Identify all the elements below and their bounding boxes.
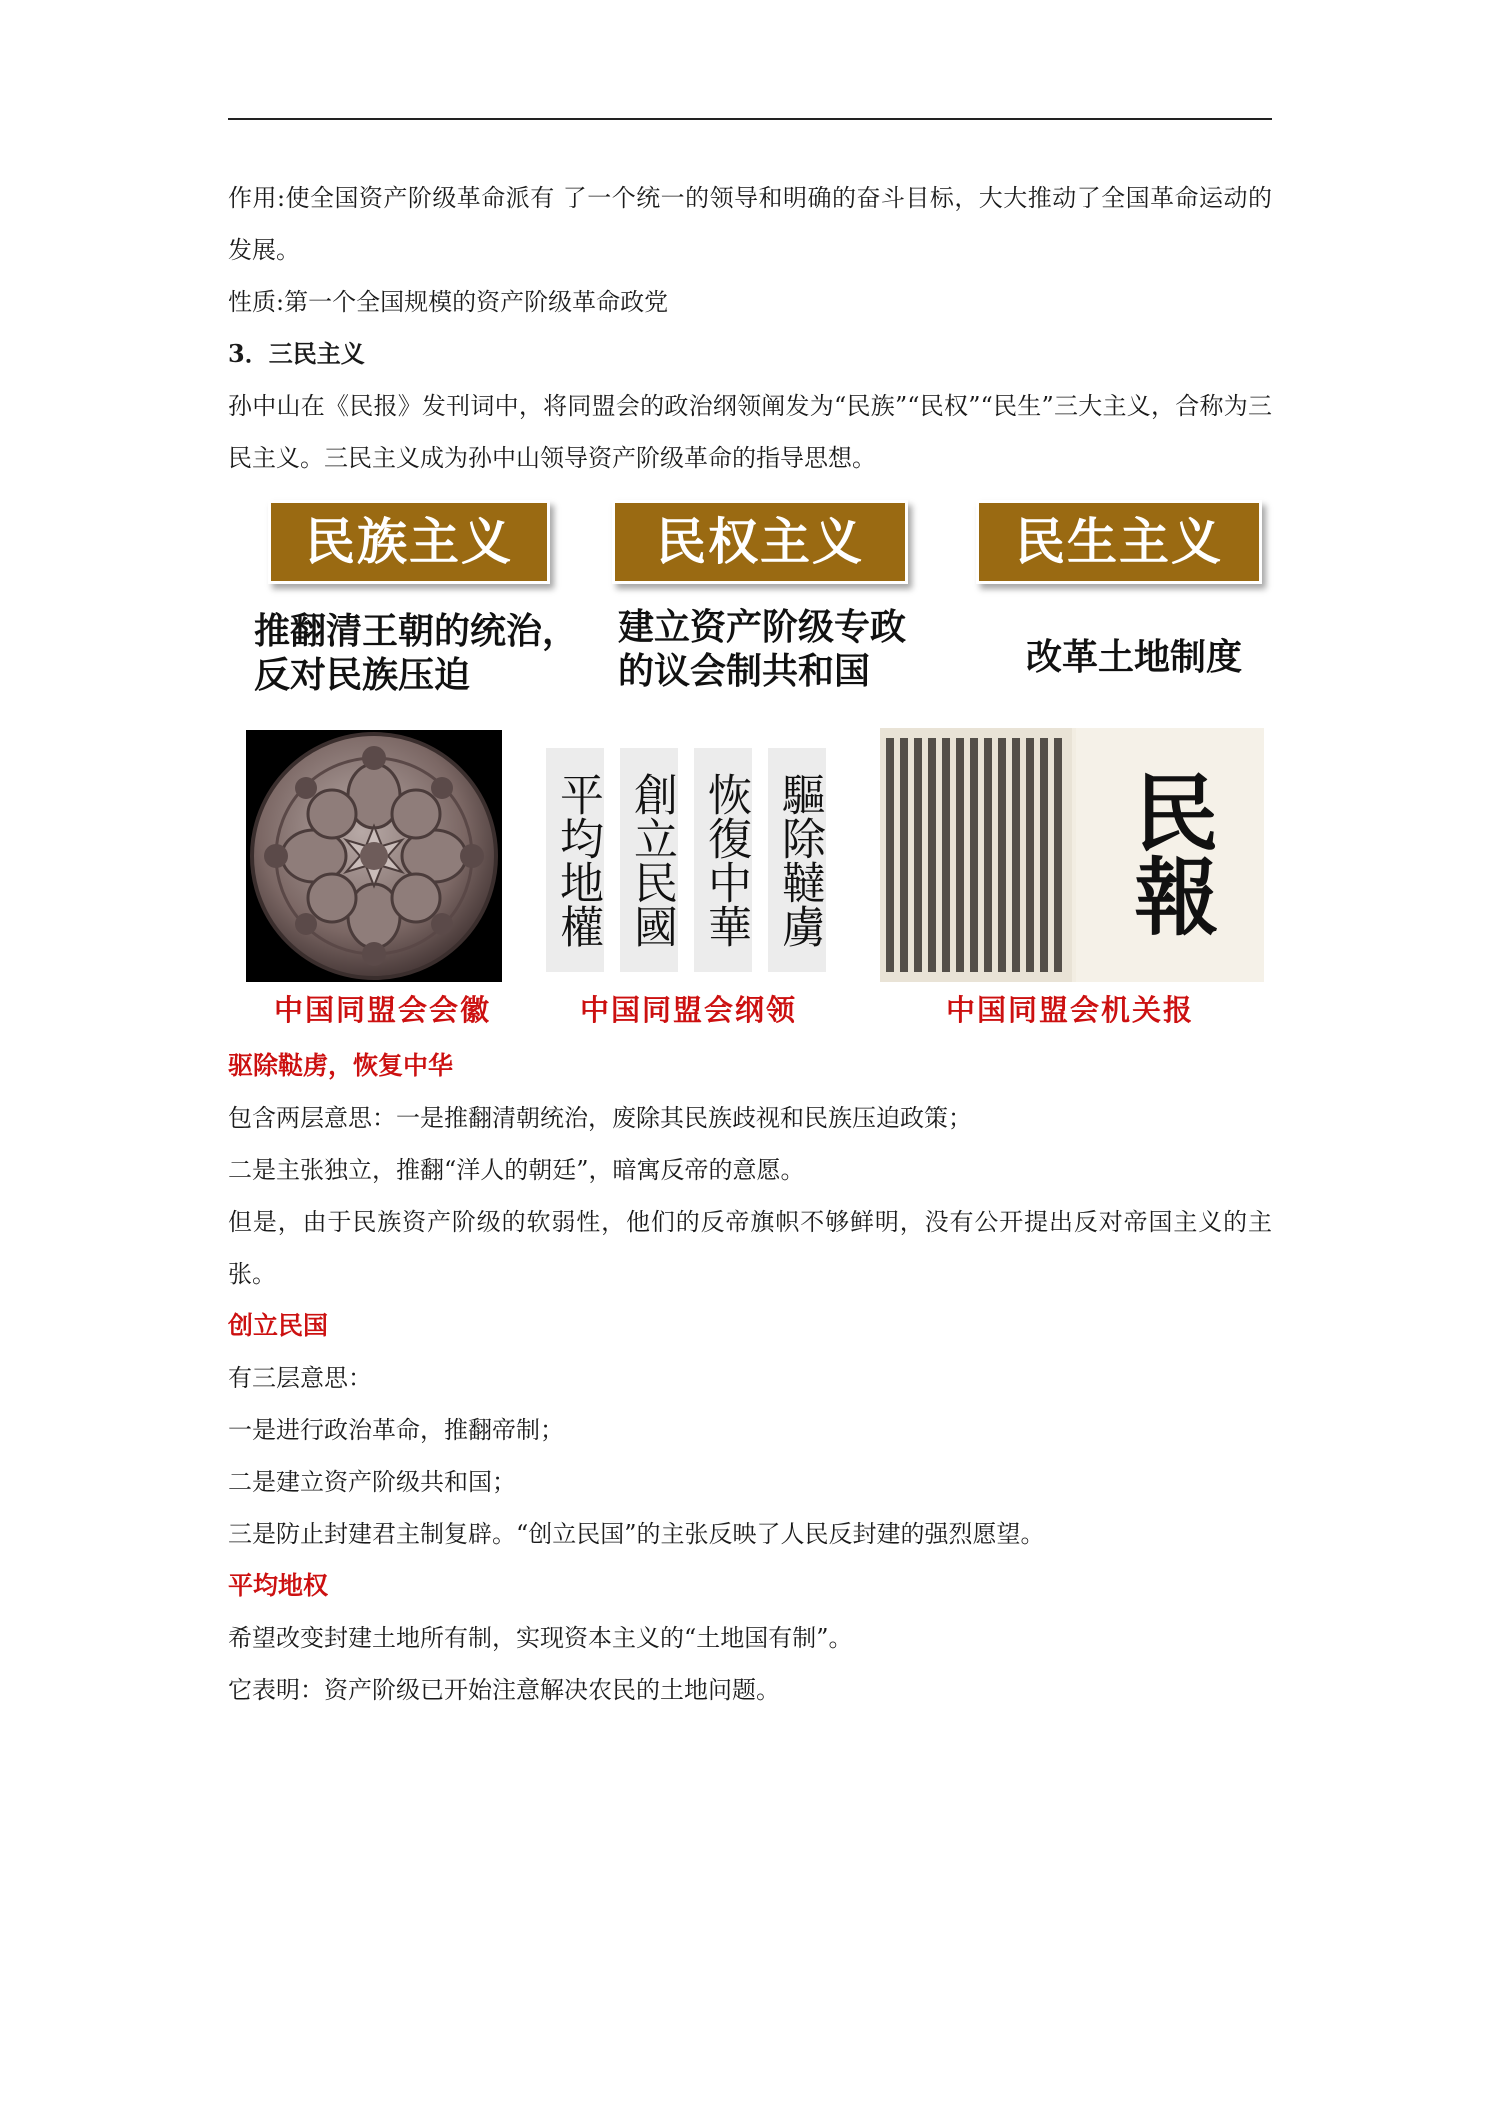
desc-nationalism	[254, 610, 578, 698]
min-bao-newspaper-image	[880, 728, 1264, 982]
slogan-column: 平均地權	[546, 748, 604, 972]
badge-icon	[246, 730, 502, 982]
part3-heading: 平均地权	[228, 1571, 329, 1600]
three-principles-figure	[240, 496, 1270, 1036]
league-badge-image	[246, 730, 502, 982]
section-body: 孙中山在《民报》发刊词中，将同盟会的政治纲领阐发为“民族”“民权”“民生”三大主义，合称为三民主义。三民主义成为孙中山领导资产阶级革命的指导思想。	[228, 392, 1272, 472]
slogan-column: 創立民國	[620, 748, 678, 972]
desc-line: 改革土地制度	[1026, 637, 1243, 678]
part1-line: 二是主张独立，推翻“洋人的朝廷”，暗寓反帝的意愿。	[228, 1156, 805, 1184]
desc-line: 推翻清王朝的统治，	[254, 611, 579, 652]
newspaper-cover	[1076, 728, 1264, 982]
part2-line: 二是建立资产阶级共和国；	[228, 1468, 516, 1496]
section-heading: 3．三民主义	[228, 339, 365, 368]
caption-program: 中国同盟会纲领	[580, 993, 798, 1027]
desc-line: 反对民族压迫	[254, 655, 471, 696]
part2-heading: 创立民国	[228, 1311, 329, 1340]
banner-nationalism: 民族主义	[268, 500, 550, 584]
part3-line: 希望改变封建土地所有制，实现资本主义的“土地国有制”。	[228, 1624, 853, 1652]
top-text	[228, 172, 1272, 484]
slogan-column: 恢復中華	[694, 748, 752, 972]
caption-badge: 中国同盟会会徽	[274, 993, 492, 1027]
league-program-image	[542, 742, 824, 972]
banner-livelihood: 民生主义	[976, 500, 1262, 584]
caption-newspaper: 中国同盟会机关报	[946, 993, 1195, 1027]
slogan-column: 驅除韃虜	[768, 748, 826, 972]
header-rule	[228, 118, 1272, 120]
desc-livelihood	[1026, 636, 1242, 680]
effect-paragraph: 作用:使全国资产阶级革命派有 了一个统一的领导和明确的奋斗目标，大大推动了全国革命运动的发展。	[228, 184, 1272, 264]
desc-line: 建立资产阶级专政	[618, 607, 907, 648]
part2-line: 一是进行政治革命，推翻帝制；	[228, 1416, 564, 1444]
newspaper-title: 民報	[1121, 769, 1220, 937]
banner-democracy: 民权主义	[612, 500, 908, 584]
part1-line: 包含两层意思：一是推翻清朝统治，废除其民族歧视和民族压迫政策；	[228, 1104, 972, 1132]
newspaper-text-page	[880, 728, 1072, 982]
part2-line: 三是防止封建君主制复辟。“创立民国”的主张反映了人民反封建的强烈愿望。	[228, 1520, 1045, 1548]
part2-line: 有三层意思：	[228, 1364, 372, 1392]
nature-paragraph: 性质:第一个全国规模的资产阶级革命政党	[228, 288, 669, 316]
desc-line: 的议会制共和国	[618, 651, 871, 692]
part3-line: 它表明：资产阶级已开始注意解决农民的土地问题。	[228, 1676, 780, 1704]
principles-explanation	[228, 1040, 1272, 1716]
part1-line: 但是，由于民族资产阶级的软弱性，他们的反帝旗帜不够鲜明，没有公开提出反对帝国主义的主张。	[228, 1208, 1272, 1288]
newspaper-columns-icon	[880, 728, 1072, 982]
desc-democracy	[618, 606, 906, 694]
part1-heading: 驱除鞑虏，恢复中华	[228, 1051, 454, 1080]
